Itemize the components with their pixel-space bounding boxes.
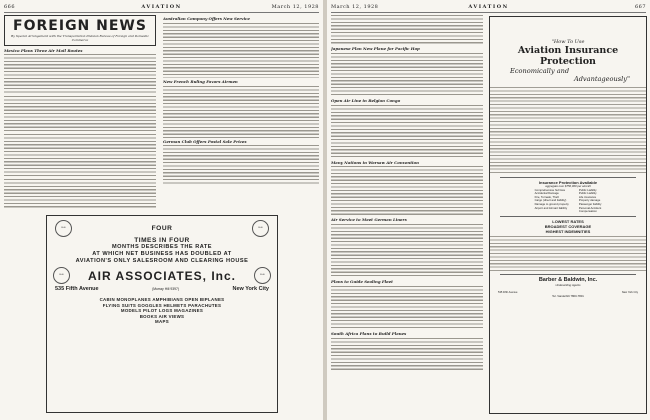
firm-city: New York City — [621, 291, 638, 295]
foreign-news-box — [4, 15, 156, 46]
firm-name: Barber & Baldwin, Inc. — [538, 276, 598, 283]
coverage-item: Airport and Airmart liability — [534, 205, 568, 210]
rates-line: BROADEST COVERAGE — [544, 223, 592, 229]
product-line: CABIN MONOPLANES AMPHIBIANS OPEN BIPLANES — [99, 297, 225, 302]
body-text — [331, 53, 483, 97]
left-date: March 12, 1928 — [271, 4, 319, 10]
seal-icon: SEAL — [252, 220, 269, 237]
company-city: New York City — [232, 286, 269, 292]
ad-table-head: Insurance Protection Available — [538, 180, 598, 185]
right-running-head — [331, 3, 646, 13]
headline: New French Ruling Favors Airmen — [163, 78, 238, 84]
product-line: MODELS PILOT LOGS MAGAZINES — [120, 308, 204, 314]
left-column-2 — [163, 15, 319, 210]
ad-title-line: Protection — [540, 55, 596, 67]
rates-line: HIGHEST INDEMNITIES — [545, 228, 591, 234]
coverage-item: Compensation — [578, 209, 597, 214]
company-name: AIR ASSOCIATES, Inc. — [87, 268, 236, 283]
company-address: 535 Fifth Avenue — [55, 286, 99, 292]
left-running-head — [4, 3, 319, 13]
seal-icon: SEAL — [55, 220, 72, 237]
right-page-number: 667 — [634, 4, 646, 10]
company-phone: (Murray Hill 9397) — [152, 287, 180, 291]
coverage-lists — [490, 189, 646, 214]
ad-body-text — [490, 236, 646, 272]
body-text — [331, 15, 483, 45]
seal-icon: SEAL — [53, 267, 70, 284]
headline: Air Service to Meet German Liners — [331, 217, 407, 223]
coverage-item: Accidental Damage — [534, 191, 559, 196]
headline: Mexico Plans Three Air Mail Routes — [4, 47, 83, 53]
headline: South Africa Plans to Build Planes — [331, 330, 407, 336]
body-text — [163, 23, 319, 78]
ad-line: TIMES IN FOUR — [134, 237, 190, 244]
left-page-number: 666 — [4, 4, 16, 10]
ad-subtitle-line: Economically and — [510, 67, 570, 75]
ad-title-line: Aviation Insurance — [517, 45, 619, 56]
ad-table-sub: aggregate over $750,000 per aircraft — [545, 184, 591, 188]
product-line: FLYING SUITS GOGGLES HELMETS PARACHUTES — [102, 302, 222, 308]
insurance-ad — [489, 16, 647, 414]
right-magazine-name: AVIATION — [468, 4, 509, 10]
left-magazine-name: AVIATION — [141, 4, 182, 10]
firm-sub: Underwriting Agents — [555, 282, 581, 287]
headline: Plans to Guide Sealing Fleet — [331, 279, 393, 285]
right-column-1 — [331, 15, 483, 417]
body-text — [331, 338, 483, 372]
left-column-1 — [4, 15, 156, 210]
ad-line: MONTHS DESCRIBES THE RATE — [111, 244, 213, 250]
ad-body-text — [490, 87, 646, 175]
coverage-item: Damage to ground property — [534, 201, 569, 206]
coverage-item: Life insurance — [578, 194, 597, 199]
body-text — [331, 224, 483, 278]
right-date: March 12, 1928 — [331, 4, 379, 10]
seal-icon: SEAL — [254, 267, 271, 284]
ad-how-to: "How To Use — [551, 39, 585, 45]
coverage-item: Comprehensive hull loss — [534, 187, 566, 192]
firm-phone: Tel. Vanderbilt 7800-7801 — [552, 293, 584, 298]
body-text — [163, 145, 319, 185]
coverage-list-right — [579, 189, 602, 214]
ad-line-four: FOUR — [151, 225, 173, 232]
body-text — [4, 54, 156, 209]
air-associates-ad — [46, 215, 278, 413]
coverage-item: Public Liability — [578, 191, 597, 196]
right-page — [327, 0, 650, 420]
coverage-item: Property damage — [578, 198, 601, 203]
firm-address: 535 Fifth Avenue — [498, 291, 518, 295]
rates-line: LOWEST RATES — [552, 218, 584, 224]
coverage-item: Cargo (direct and liability) — [534, 198, 567, 203]
ad-line: AVIATION'S ONLY SALESROOM AND CLEARING HOUSE — [75, 258, 249, 264]
coverage-item: Passenger liability — [578, 201, 602, 206]
headline: Japanese Plan New Plane for Pacific Hop — [331, 46, 420, 51]
body-text — [331, 105, 483, 159]
company-address-row — [47, 286, 277, 293]
coverage-item: Public Liability — [578, 187, 597, 192]
left-page — [0, 0, 323, 420]
headline: Open Air Line in Belgian Congo — [331, 97, 401, 103]
foreign-news-subtitle: By Special Arrangement with the Transportation Division Bureau of Foreign and Domestic Commerce — [11, 34, 149, 42]
coverage-list-left — [535, 189, 569, 214]
ad-line: AT WHICH NET BUSINESS HAS DOUBLED AT — [92, 251, 232, 257]
coverage-item: Fire, Tornado, Theft — [534, 194, 559, 199]
headline: Many Nations in Warsaw Air Convention — [331, 159, 419, 165]
body-text — [163, 86, 319, 138]
coverage-item: Personal Accident — [578, 205, 602, 210]
body-text — [331, 166, 483, 216]
product-list — [47, 297, 277, 325]
body-text — [331, 286, 483, 330]
headline: German Club Offers Postal Sale Prizes — [163, 138, 247, 144]
ad-subtitle-line: Advantageously" — [573, 75, 630, 83]
product-line: BOOKS AIR VIEWS — [139, 313, 185, 319]
product-line: MAPS — [155, 319, 169, 325]
foreign-news-title: FOREIGN NEWS — [13, 18, 147, 34]
headline: Australian Company Offers New Service — [163, 16, 250, 21]
